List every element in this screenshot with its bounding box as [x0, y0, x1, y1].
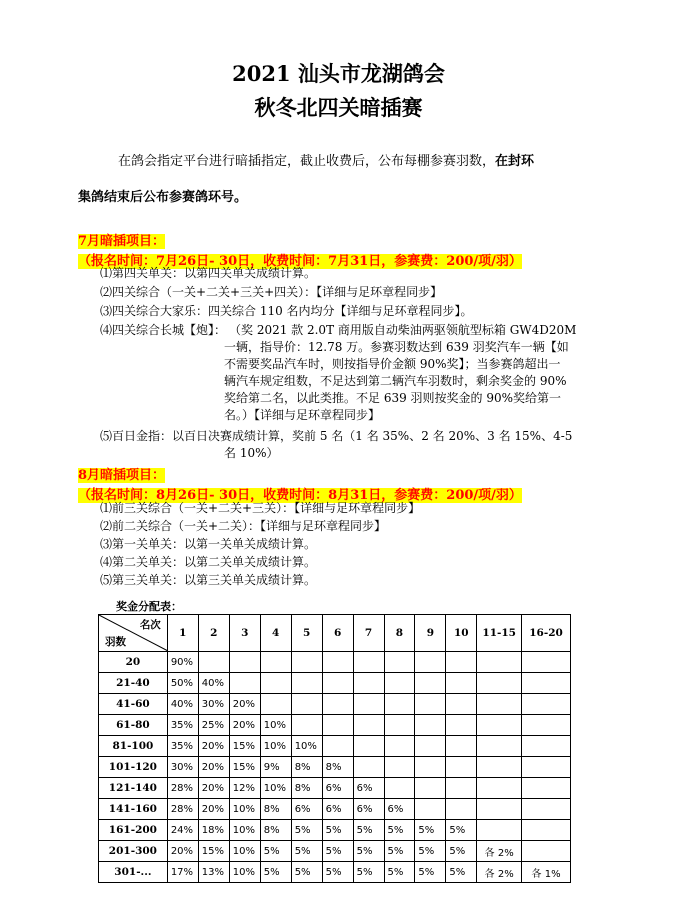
prize-table-cell: 40% — [198, 673, 229, 694]
prize-table-cell — [446, 694, 477, 715]
august-section — [78, 464, 522, 504]
prize-table-cell: 6% — [353, 799, 384, 820]
prize-table-cell: 20% — [229, 715, 260, 736]
prize-table-cell — [446, 736, 477, 757]
prize-table-cell — [384, 694, 415, 715]
august-item-2: ⑵前二关综合（一关+二关）：【详细与足环章程同步】 — [100, 519, 387, 533]
prize-table-cell: 35% — [167, 715, 198, 736]
prize-table-cell: 50% — [167, 673, 198, 694]
prize-table-column-header: 3 — [229, 615, 260, 652]
prize-table-cell: 5% — [260, 862, 291, 883]
prize-table-cell — [229, 673, 260, 694]
prize-table-cell — [522, 778, 571, 799]
document-title-line1: 2021 汕头市龙湖鸽会 — [232, 61, 445, 86]
prize-table-cell: 20% — [198, 757, 229, 778]
prize-table-cell: 9% — [260, 757, 291, 778]
prize-table-row — [99, 820, 571, 841]
july-item-4-line1: （奖 2021 款 2.0T 商用版自动柴油两驱领航型标箱 GW4D20M — [229, 323, 577, 337]
prize-table-cell: 5% — [446, 841, 477, 862]
prize-table-cell: 10% — [229, 841, 260, 862]
prize-table-cell: 20% — [198, 736, 229, 757]
prize-table-cell — [522, 652, 571, 673]
prize-table-cell — [477, 673, 522, 694]
prize-table-cell — [415, 778, 446, 799]
prize-table-row — [99, 862, 571, 883]
prize-table-cell: 5% — [353, 820, 384, 841]
prize-table-row — [99, 694, 571, 715]
prize-table-cell — [446, 799, 477, 820]
prize-table-row — [99, 673, 571, 694]
prize-table-column-header: 9 — [415, 615, 446, 652]
prize-table-cell: 5% — [415, 820, 446, 841]
prize-table-column-header: 7 — [353, 615, 384, 652]
prize-table-cell — [353, 757, 384, 778]
prize-table-cell: 30% — [167, 757, 198, 778]
prize-table-cell — [522, 841, 571, 862]
prize-table-cell — [384, 757, 415, 778]
prize-table-cell: 5% — [353, 841, 384, 862]
prize-table-cell: 8% — [291, 757, 322, 778]
prize-table-row — [99, 757, 571, 778]
prize-table-cell — [322, 673, 353, 694]
prize-table-cell: 10% — [229, 799, 260, 820]
prize-table-column-header: 2 — [198, 615, 229, 652]
prize-table-cell: 40% — [167, 694, 198, 715]
july-item-2: ⑵四关综合（一关+二关+三关+四关）：【详细与足环章程同步】 — [100, 285, 443, 299]
prize-table-cell: 15% — [229, 757, 260, 778]
prize-table-cell — [384, 778, 415, 799]
prize-table-cell: 5% — [291, 841, 322, 862]
intro-paragraph-line2: 集鸽结束后公布参赛鸽环号。 — [78, 190, 248, 205]
july-item-4-lead: ⑷四关综合长城【炮】： — [100, 323, 227, 337]
prize-table-column-header: 8 — [384, 615, 415, 652]
prize-table-cell — [446, 757, 477, 778]
intro-paragraph — [118, 150, 658, 169]
prize-table-cell — [446, 652, 477, 673]
prize-table-cell: 10% — [291, 736, 322, 757]
prize-table-row — [99, 778, 571, 799]
prize-table-cell — [322, 736, 353, 757]
prize-table-cell: 17% — [167, 862, 198, 883]
prize-table-cell — [229, 652, 260, 673]
prize-table-column-header: 5 — [291, 615, 322, 652]
prize-table-cell: 10% — [260, 715, 291, 736]
prize-table-cell: 5% — [291, 862, 322, 883]
prize-table-row-label: 41-60 — [99, 694, 168, 715]
july-item-4-line5: 奖给第二名，以此类推。不足 639 羽则按奖金的 90%奖给第一 — [224, 391, 562, 405]
prize-table-column-header: 4 — [260, 615, 291, 652]
prize-table-cell: 20% — [167, 841, 198, 862]
july-heading: 7月暗插项目： — [78, 234, 166, 249]
july-item-4-line6: 名。）【详细与足环章程同步】 — [224, 408, 381, 422]
july-item-4-line3: 不需要奖品汽车时，则按指导价金额 90%奖】；当参赛鸽超出一 — [224, 357, 561, 371]
prize-table-cell — [415, 652, 446, 673]
august-item-5: ⑸第三关单关：以第三关单关成绩计算。 — [100, 573, 317, 587]
prize-table-cell — [477, 652, 522, 673]
prize-table-cell — [522, 757, 571, 778]
august-item-1: ⑴前三关综合（一关+二关+三关）：【详细与足环章程同步】 — [100, 501, 421, 515]
prize-table-row — [99, 715, 571, 736]
prize-table-cell: 6% — [384, 799, 415, 820]
prize-table-row-label: 121-140 — [99, 778, 168, 799]
prize-table-corner-cell — [99, 615, 168, 652]
prize-table-cell: 6% — [322, 799, 353, 820]
prize-table-cell — [353, 673, 384, 694]
prize-table-cell: 24% — [167, 820, 198, 841]
prize-table-cell — [415, 715, 446, 736]
prize-table-cell: 8% — [291, 778, 322, 799]
prize-table-cell: 20% — [229, 694, 260, 715]
prize-table-cell: 10% — [229, 862, 260, 883]
prize-table-column-header: 6 — [322, 615, 353, 652]
prize-table-cell — [353, 736, 384, 757]
document-title-line2: 秋冬北四关暗插赛 — [254, 95, 423, 120]
prize-table-row-label: 141-160 — [99, 799, 168, 820]
prize-table-cell — [477, 715, 522, 736]
prize-table-cell — [384, 715, 415, 736]
prize-table-row-label: 201-300 — [99, 841, 168, 862]
prize-table-row — [99, 736, 571, 757]
prize-table-cell — [198, 652, 229, 673]
prize-table-cell — [477, 694, 522, 715]
prize-table-cell — [415, 799, 446, 820]
prize-table-cell: 28% — [167, 799, 198, 820]
prize-table-row-label: 301-... — [99, 862, 168, 883]
prize-table-cell — [384, 652, 415, 673]
july-registration: （报名时间：7月26日- 30日，收费时间：7月31日，参赛费：200/项/羽） — [78, 254, 522, 269]
prize-table-cell: 10% — [260, 778, 291, 799]
prize-table-cell: 5% — [322, 841, 353, 862]
prize-table-row — [99, 652, 571, 673]
july-item-3: ⑶四关综合大家乐：四关综合 110 名内均分【详细与足环章程同步】。 — [100, 304, 473, 318]
prize-table-cell — [291, 652, 322, 673]
prize-table-column-header: 10 — [446, 615, 477, 652]
prize-table — [98, 614, 571, 883]
prize-table-row — [99, 799, 571, 820]
july-item-5-line1: ⑸百日金指：以百日决赛成绩计算，奖前 5 名（1 名 35%、2 名 20%、3 名 15%、4-5 — [100, 429, 573, 443]
prize-table-cell: 5% — [291, 820, 322, 841]
prize-table-row-label: 20 — [99, 652, 168, 673]
prize-table-cell — [522, 694, 571, 715]
prize-table-cell: 25% — [198, 715, 229, 736]
prize-table-cell: 6% — [291, 799, 322, 820]
prize-table-cell — [477, 757, 522, 778]
prize-table-cell — [477, 820, 522, 841]
prize-table-row-label: 81-100 — [99, 736, 168, 757]
prize-table-cell: 30% — [198, 694, 229, 715]
prize-table-cell: 5% — [446, 862, 477, 883]
prize-table-column-header: 11-15 — [477, 615, 522, 652]
prize-table-cell: 10% — [229, 820, 260, 841]
prize-table-row-label: 101-120 — [99, 757, 168, 778]
prize-table-cell — [353, 715, 384, 736]
prize-table-cell: 5% — [384, 862, 415, 883]
july-item-4-line4: 辆汽车规定组数，不足达到第二辆汽车羽数时，剩余奖金的 90% — [224, 374, 567, 388]
prize-table-cell — [415, 673, 446, 694]
prize-table-cell — [477, 736, 522, 757]
corner-count-label: 羽数 — [105, 636, 126, 648]
prize-table-cell: 5% — [322, 820, 353, 841]
prize-table-cell — [384, 736, 415, 757]
prize-table-cell: 20% — [198, 799, 229, 820]
prize-table-cell — [260, 673, 291, 694]
prize-table-cell: 20% — [198, 778, 229, 799]
prize-table-cell — [446, 715, 477, 736]
august-item-4: ⑷第二关单关：以第二关单关成绩计算。 — [100, 555, 317, 569]
prize-table-header-row — [99, 615, 571, 652]
prize-table-cell — [322, 652, 353, 673]
prize-table-cell — [415, 736, 446, 757]
prize-table-cell: 8% — [260, 799, 291, 820]
july-section — [78, 230, 522, 270]
prize-table-caption: 奖金分配表： — [116, 600, 182, 613]
prize-table-cell — [291, 694, 322, 715]
prize-table-cell: 18% — [198, 820, 229, 841]
prize-table-cell — [353, 694, 384, 715]
prize-table-cell: 15% — [229, 736, 260, 757]
prize-table-cell: 5% — [384, 841, 415, 862]
prize-table-cell — [291, 673, 322, 694]
prize-table-column-header: 1 — [167, 615, 198, 652]
prize-table-cell: 10% — [260, 736, 291, 757]
prize-table-cell: 各 2% — [477, 841, 522, 862]
prize-table-cell — [522, 799, 571, 820]
prize-table-cell — [291, 715, 322, 736]
prize-table-cell — [260, 694, 291, 715]
prize-table-cell — [446, 778, 477, 799]
prize-table-cell — [477, 778, 522, 799]
prize-table-cell — [384, 673, 415, 694]
prize-table-cell: 15% — [198, 841, 229, 862]
prize-table-cell: 28% — [167, 778, 198, 799]
prize-table-cell: 13% — [198, 862, 229, 883]
prize-table-row — [99, 841, 571, 862]
august-registration: （报名时间：8月26日- 30日，收费时间：8月31日，参赛费：200/项/羽） — [78, 488, 522, 503]
prize-table-row-label: 61-80 — [99, 715, 168, 736]
prize-table-cell — [415, 694, 446, 715]
prize-table-cell: 5% — [322, 862, 353, 883]
prize-table-cell: 5% — [353, 862, 384, 883]
prize-table-cell: 5% — [446, 820, 477, 841]
prize-table-row-label: 161-200 — [99, 820, 168, 841]
july-item-1: ⑴第四关单关：以第四关单关成绩计算。 — [100, 266, 317, 280]
prize-table-column-header: 16-20 — [522, 615, 571, 652]
prize-table-cell: 5% — [384, 820, 415, 841]
prize-table-cell — [446, 673, 477, 694]
prize-table-cell: 90% — [167, 652, 198, 673]
intro-bold-tail: 在封环 — [495, 154, 535, 169]
prize-table-cell — [522, 715, 571, 736]
august-item-3: ⑶第一关单关：以第一关单关成绩计算。 — [100, 537, 317, 551]
prize-table-cell: 5% — [415, 841, 446, 862]
july-item-5-line2: 名 10%） — [224, 446, 279, 460]
july-item-4-line2: 一辆，指导价：12.78 万。参赛羽数达到 639 羽奖汽车一辆【如 — [224, 340, 569, 354]
prize-table-cell: 5% — [260, 841, 291, 862]
prize-table-cell — [260, 652, 291, 673]
corner-rank-label: 名次 — [139, 619, 161, 631]
prize-table-cell: 12% — [229, 778, 260, 799]
prize-table-cell — [522, 820, 571, 841]
prize-table-cell: 35% — [167, 736, 198, 757]
august-heading: 8月暗插项目： — [78, 468, 166, 483]
prize-table-cell: 8% — [260, 820, 291, 841]
prize-table-cell — [415, 757, 446, 778]
prize-table-cell: 6% — [353, 778, 384, 799]
prize-table-row-label: 21-40 — [99, 673, 168, 694]
intro-text: 在鸽会指定平台进行暗插指定，截止收费后，公布每棚参赛羽数， — [118, 154, 496, 169]
prize-table-cell: 各 1% — [522, 862, 571, 883]
prize-table-cell: 5% — [415, 862, 446, 883]
prize-table-cell — [322, 694, 353, 715]
prize-table-cell — [477, 799, 522, 820]
prize-table-cell: 6% — [322, 778, 353, 799]
prize-table-cell: 各 2% — [477, 862, 522, 883]
prize-table-cell — [353, 652, 384, 673]
prize-table-cell: 8% — [322, 757, 353, 778]
prize-table-cell — [322, 715, 353, 736]
prize-table-cell — [522, 736, 571, 757]
prize-table-cell — [522, 673, 571, 694]
